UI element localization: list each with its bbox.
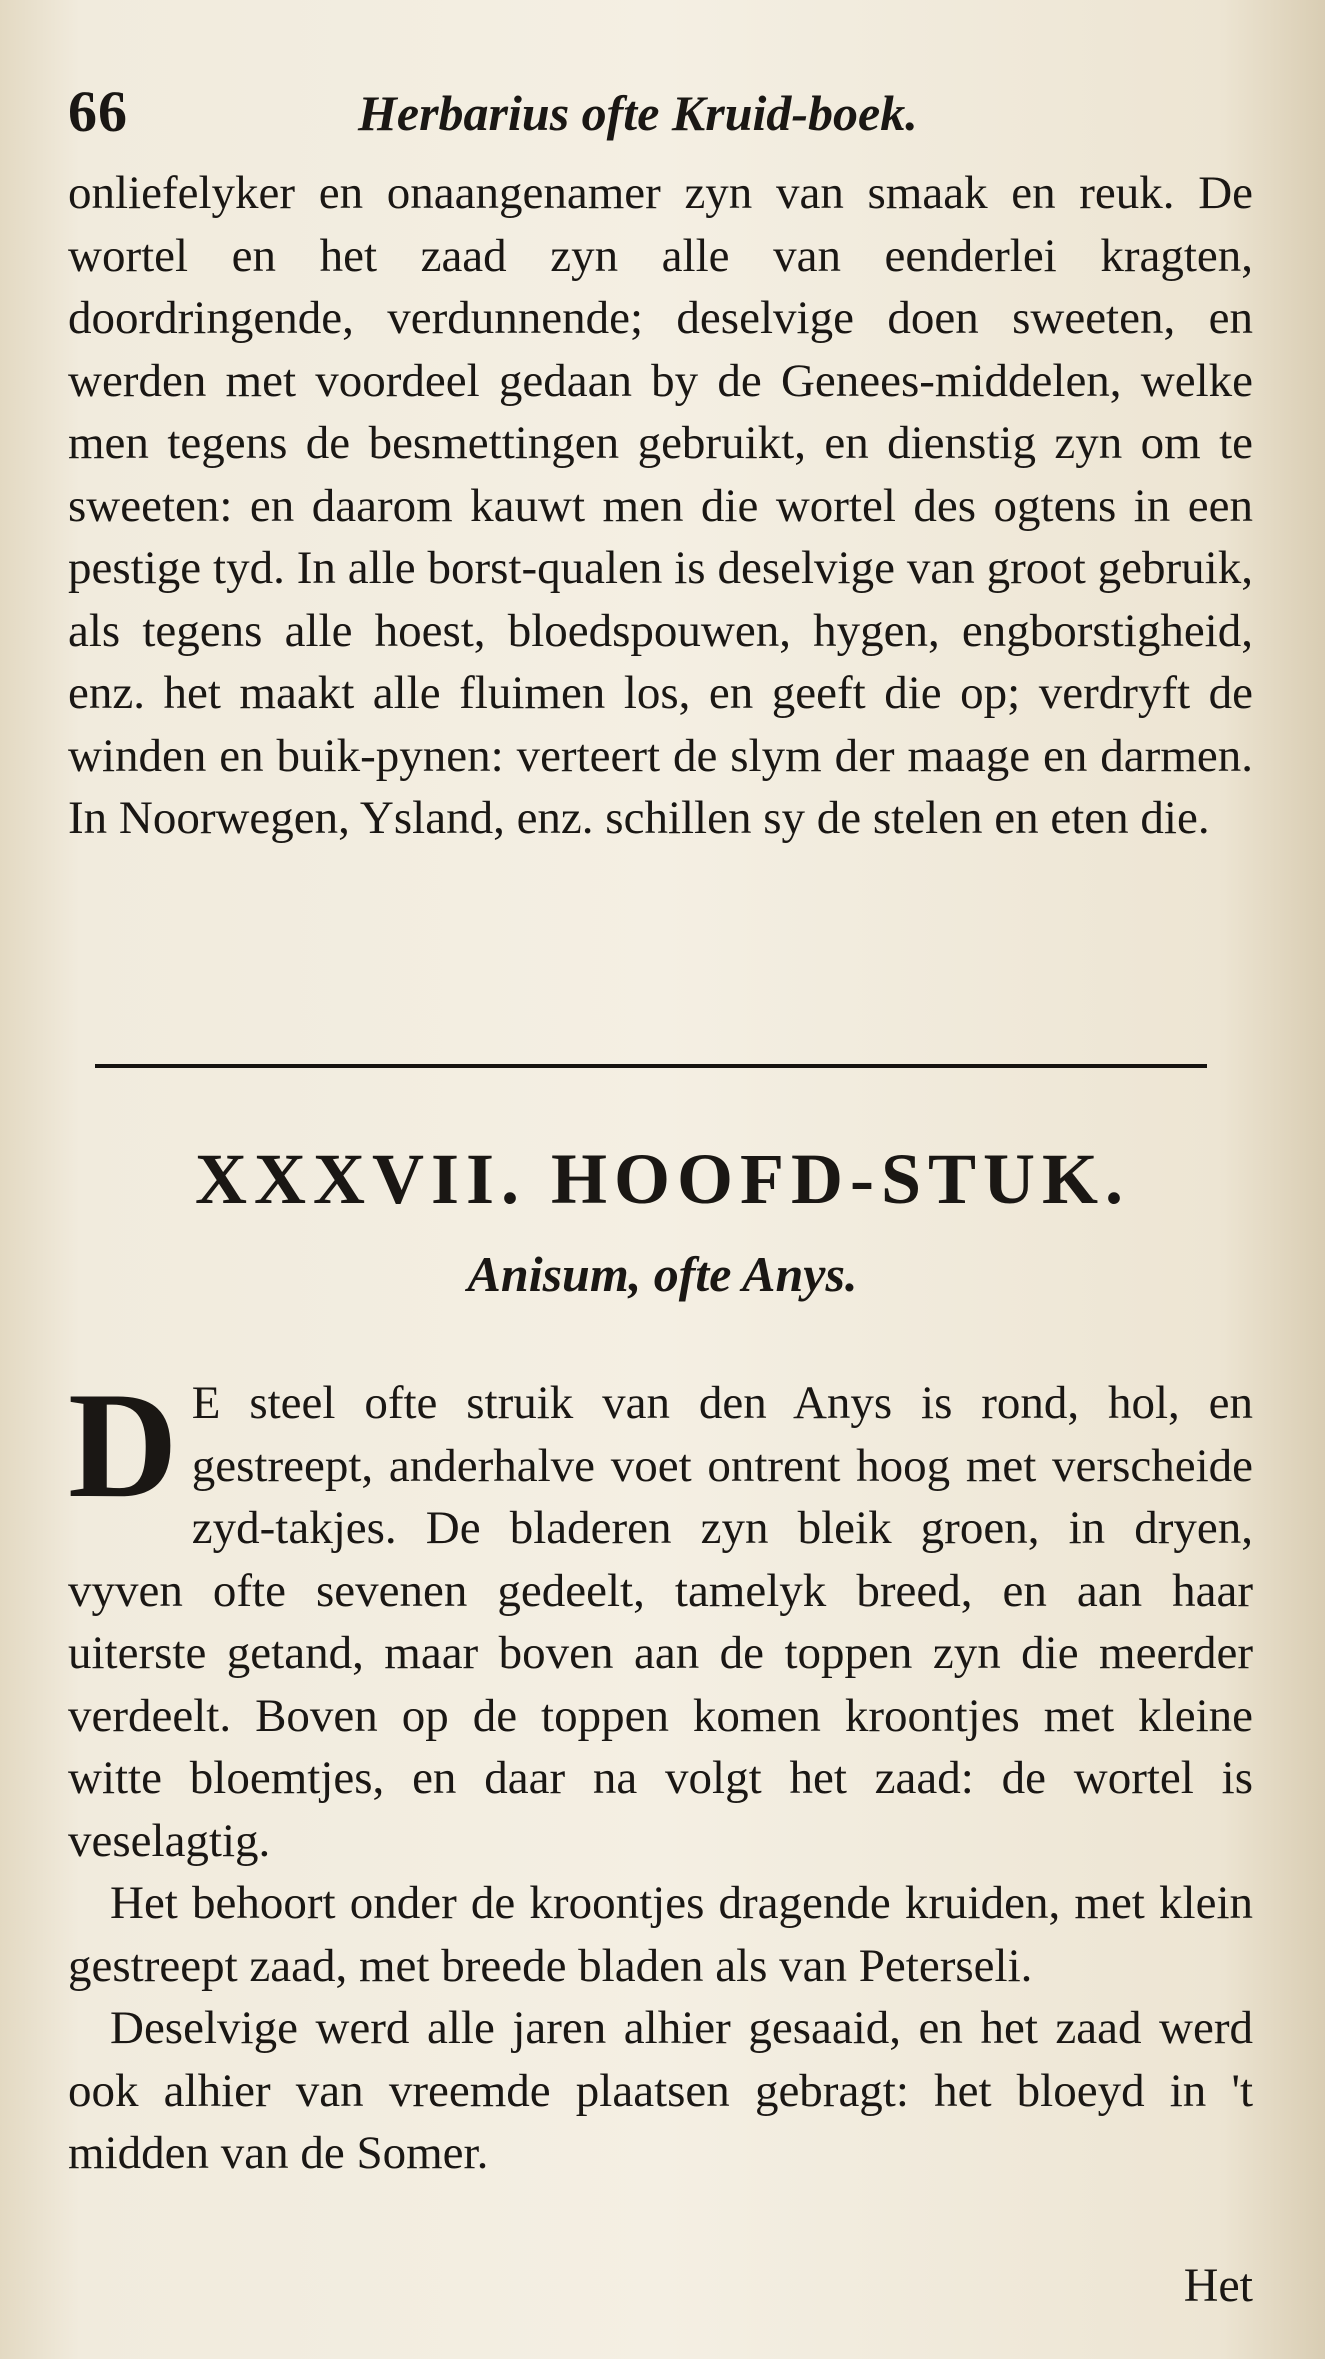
catchword: Het <box>1183 2259 1253 2312</box>
paragraph-text: E steel ofte struik van den Anys is rond, hol, en gestreept, anderhalve voet ontrent hoog met verscheide zyd-takjes. De bladeren zyn bleik groen, in dryen, vyven ofte sevenen gedeelt, tamelyk breed, en aan haar uiterste getand, maar boven aan de toppen zyn die meerder verdeelt. Boven op de toppen komen kroontjes met kleine witte bloemtjes, en daar na volgt het zaad: de wortel is veselagtig. <box>68 1377 1253 1867</box>
paragraph-with-drop-cap <box>68 1361 1253 1872</box>
chapter-heading: XXXVII. HOOFD-STUK. <box>194 1139 1131 1219</box>
chapter-subtitle: Anisum, ofte Anys. <box>467 1246 858 1302</box>
paragraph: Het behoort onder de kroontjes dragende kruiden, met klein gestreept zaad, met breede bladen als van Peterseli. <box>68 1877 1253 1992</box>
paragraph: onliefelyker en onaangenamer zyn van smaak en reuk. De wortel en het zaad zyn alle van eenderlei kragten, doordringende, verdunnende; deselvige doen sweeten, en werden met voordeel gedaan by de Genees-middelen, welke men tegens de besmettingen gebruikt, en dienstig zyn om te sweeten: en daarom kauwt men die wortel des ogtens in een pestige tyd. In alle borst-qualen is deselvige van groot gebruik, als tegens alle hoest, bloedspouwen, hygen, engborstigheid, enz. het maakt alle fluimen los, en geeft die op; verdryft de winden en buik-pynen: verteert de slym der maage en darmen. In Noorwegen, Ysland, enz. schillen sy de stelen en eten die. <box>68 167 1253 844</box>
continued-text-block <box>68 162 1253 850</box>
running-head: Herbarius ofte Kruid-boek. <box>358 85 918 141</box>
chapter-text-block <box>68 1361 1253 2185</box>
section-divider <box>95 1064 1207 1068</box>
page-number: 66 <box>68 79 128 144</box>
drop-cap: D <box>68 1361 178 1529</box>
paragraph: Deselvige werd alle jaren alhier gesaaid, en het zaad werd ook alhier van vreemde plaatsen gebragt: het bloeyd in 't midden van de Somer. <box>68 2002 1253 2179</box>
page-header <box>68 78 1258 148</box>
